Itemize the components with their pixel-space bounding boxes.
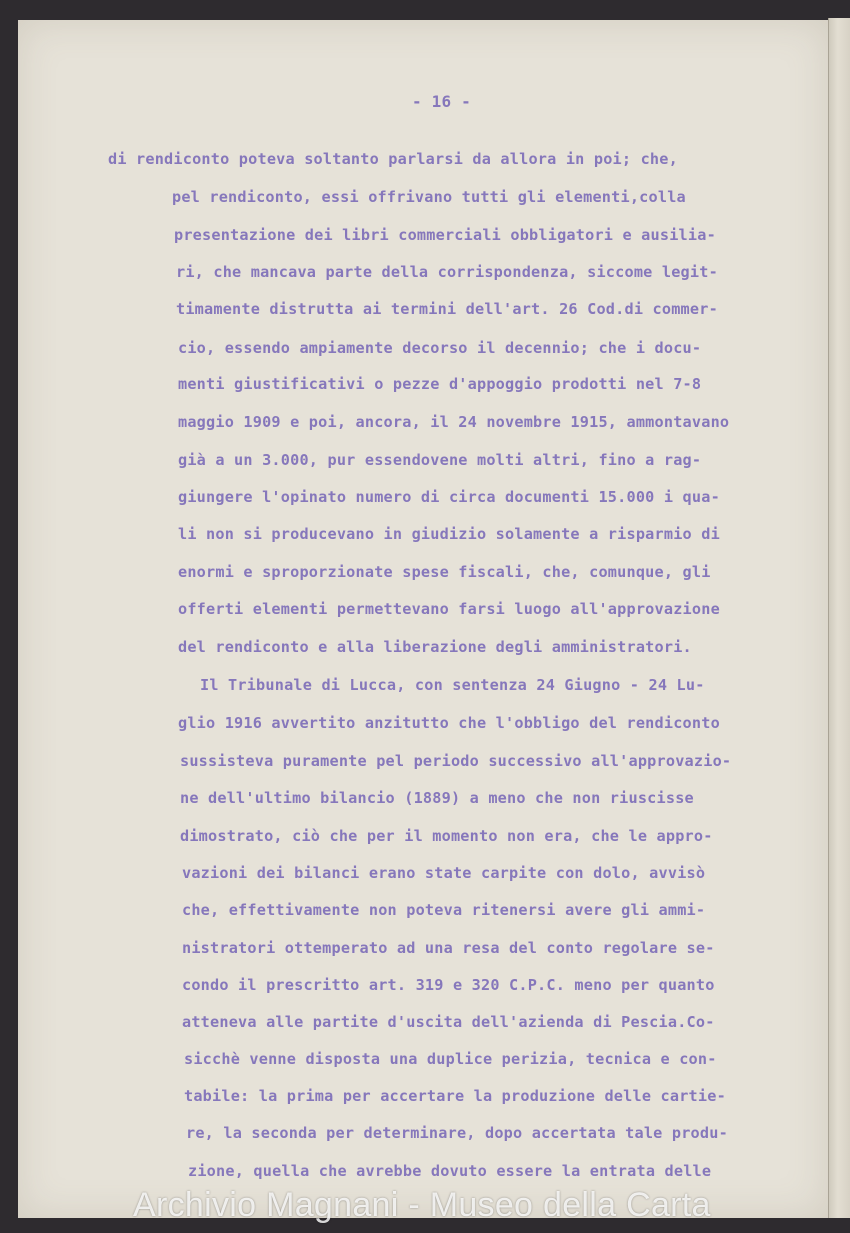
text-line: zione, quella che avrebbe dovuto essere la entrata delle bbox=[188, 1162, 712, 1180]
text-line: Il Tribunale di Lucca, con sentenza 24 Giugno - 24 Lu- bbox=[200, 676, 705, 694]
text-line: sicchè venne disposta una duplice perizia, tecnica e con- bbox=[184, 1050, 717, 1068]
page-number: - 16 - bbox=[412, 92, 471, 111]
text-line: già a un 3.000, pur essendovene molti altri, fino a rag- bbox=[178, 451, 702, 469]
text-line: menti giustificativi o pezze d'appoggio prodotti nel 7-8 bbox=[178, 375, 702, 393]
archive-watermark: Archivio Magnani - Museo della Carta bbox=[133, 1186, 711, 1224]
text-line: re, la seconda per determinare, dopo accertata tale produ- bbox=[186, 1124, 728, 1142]
text-line: ri, che mancava parte della corrispondenza, siccome legit- bbox=[176, 263, 718, 281]
text-line: sussisteva puramente pel periodo successivo all'approvazio- bbox=[180, 752, 732, 770]
text-line: dimostrato, ciò che per il momento non era, che le appro- bbox=[180, 827, 713, 845]
text-line: ne dell'ultimo bilancio (1889) a meno che non riuscisse bbox=[180, 789, 694, 807]
text-line: del rendiconto e alla liberazione degli amministratori. bbox=[178, 638, 692, 656]
text-line: giungere l'opinato numero di circa documenti 15.000 i qua- bbox=[178, 488, 720, 506]
text-line: glio 1916 avvertito anzitutto che l'obbligo del rendiconto bbox=[178, 714, 720, 732]
text-line: li non si producevano in giudizio solamente a risparmio di bbox=[178, 525, 720, 543]
text-line: che, effettivamente non poteva ritenersi avere gli ammi- bbox=[182, 901, 706, 919]
text-line: offerti elementi permettevano farsi luogo all'approvazione bbox=[178, 600, 720, 618]
text-line: cio, essendo ampiamente decorso il decennio; che i docu- bbox=[178, 339, 702, 357]
text-line: tabile: la prima per accertare la produzione delle cartie- bbox=[184, 1087, 726, 1105]
text-line: maggio 1909 e poi, ancora, il 24 novembre 1915, ammontavano bbox=[178, 413, 730, 431]
text-line: atteneva alle partite d'uscita dell'azienda di Pescia.Co- bbox=[182, 1013, 715, 1031]
text-line: pel rendiconto, essi offrivano tutti gli elementi,colla bbox=[172, 188, 686, 206]
text-line: vazioni dei bilanci erano state carpite con dolo, avvisò bbox=[182, 864, 706, 882]
next-page-edge bbox=[828, 18, 850, 1218]
text-line: enormi e sproporzionate spese fiscali, che, comunque, gli bbox=[178, 563, 711, 581]
text-line: nistratori ottemperato ad una resa del conto regolare se- bbox=[182, 939, 715, 957]
text-line: presentazione dei libri commerciali obbligatori e ausilia- bbox=[174, 226, 716, 244]
text-line: di rendiconto poteva soltanto parlarsi da allora in poi; che, bbox=[108, 150, 678, 168]
text-line: condo il prescritto art. 319 e 320 C.P.C. meno per quanto bbox=[182, 976, 715, 994]
text-line: timamente distrutta ai termini dell'art. 26 Cod.di commer- bbox=[176, 300, 718, 318]
